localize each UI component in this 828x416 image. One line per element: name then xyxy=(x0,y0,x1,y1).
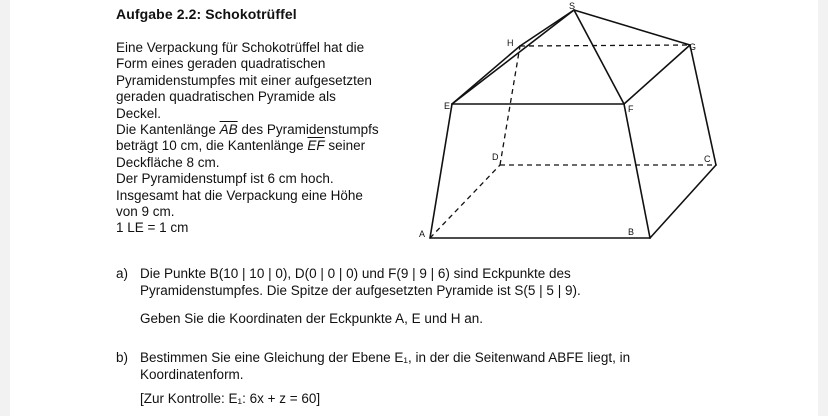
label-d: D xyxy=(492,152,499,162)
task-a-line: Pyramidenstumpfes. Die Spitze der aufgesetzten Pyramide ist S(5 | 5 | 9). xyxy=(140,282,581,298)
label-g: G xyxy=(689,42,697,52)
task-a-body xyxy=(140,266,581,328)
intro-line: Pyramidenstumpfes mit einer aufgesetzten xyxy=(116,72,372,88)
task-a-line: Geben Sie die Koordinaten der Eckpunkte A, E und H an. xyxy=(140,311,483,326)
frustum-pyramid-figure xyxy=(412,0,728,250)
edge-cg xyxy=(690,45,716,165)
intro-line xyxy=(116,138,416,154)
intro-text xyxy=(116,40,416,237)
spacer xyxy=(140,383,630,391)
label-b: B xyxy=(628,227,635,237)
task-a-label: a) xyxy=(116,266,129,281)
intro-line xyxy=(116,122,416,138)
text-fragment: seiner xyxy=(324,138,366,154)
task-b-label: b) xyxy=(116,350,129,365)
task-a-line: Die Punkte B(10 | 10 | 0), D(0 | 0 | 0) und F(9 | 9 | 6) sind Eckpunkte des xyxy=(140,266,571,281)
edge-sf xyxy=(574,10,624,104)
label-h: H xyxy=(507,38,514,48)
task-b-line: Koordinatenform. xyxy=(140,366,244,382)
text-fragment: des Pyramidenstumpfs xyxy=(237,122,379,138)
label-e: E xyxy=(444,101,451,111)
intro-line: Insgesamt hat die Verpackung eine Höhe xyxy=(116,187,363,203)
text-fragment: beträgt 10 cm, die Kantenlänge xyxy=(116,138,308,154)
label-s: S xyxy=(569,1,576,11)
edge-bc xyxy=(650,165,716,238)
label-f: F xyxy=(628,104,634,114)
intro-line: Der Pyramidenstumpf ist 6 cm hoch. xyxy=(116,171,334,187)
page-margin-left xyxy=(0,0,10,416)
edge-fg xyxy=(624,45,690,104)
edge-hg-hidden xyxy=(520,45,690,46)
intro-line: Eine Verpackung für Schokotrüffel hat die xyxy=(116,40,365,55)
intro-line: geraden quadratischen Pyramide als xyxy=(116,89,336,105)
text-fragment: Die Kantenlänge xyxy=(116,122,220,138)
task-b-line: [Zur Kontrolle: E₁: 6x + z = 60] xyxy=(140,391,321,406)
intro-line: von 9 cm. xyxy=(116,204,175,220)
task-b-body xyxy=(140,350,630,408)
edge-bf xyxy=(624,104,650,238)
spacer xyxy=(140,299,581,311)
intro-line: Form eines geraden quadratischen xyxy=(116,56,326,72)
intro-line: 1 LE = 1 cm xyxy=(116,220,189,236)
label-c: C xyxy=(704,154,711,164)
edge-sg xyxy=(574,10,690,45)
edge-sh xyxy=(520,10,574,46)
intro-line: Deckfläche 8 cm. xyxy=(116,154,220,170)
label-a: A xyxy=(419,229,426,239)
task-title: Aufgabe 2.2: Schokotrüffel xyxy=(116,6,297,22)
segment-ab: $\overline{AB}$ xyxy=(219,122,238,138)
segment-ef: $\overline{EF}$ xyxy=(307,138,325,154)
page-margin-right xyxy=(818,0,828,416)
intro-line: Deckel. xyxy=(116,105,162,121)
task-b-line: Bestimmen Sie eine Gleichung der Ebene E₁, in der die Seitenwand ABFE liegt, in xyxy=(140,350,631,365)
